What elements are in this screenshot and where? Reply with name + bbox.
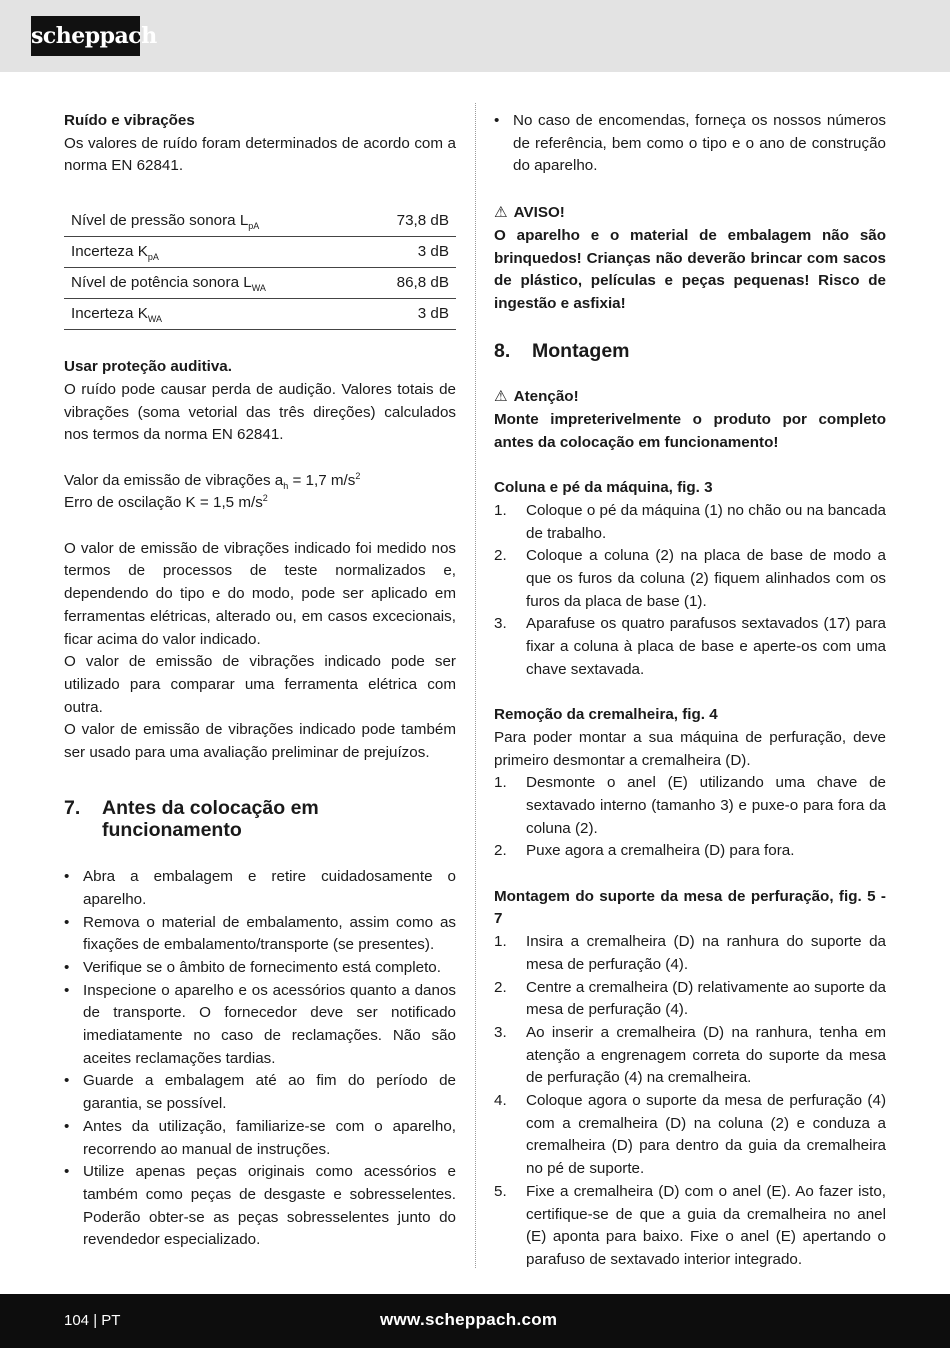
list-item (494, 977, 886, 1022)
section-7-heading (64, 797, 456, 842)
step-number: 4. (494, 1092, 507, 1110)
website-link[interactable]: www.scheppach.com (380, 1310, 558, 1329)
noise-heading: Ruído e vibrações (64, 112, 195, 129)
list-item (494, 500, 886, 545)
step-text: Fixe a cremalheira (D) com o anel (E). Ao fazer isto, certifique-se de que a guia da cremalheira no anel (E) aponta para baixo. Fixe o anel (E) apertando o parafuso de sextavado interior integrado. (526, 1182, 886, 1268)
table-support-steps (494, 931, 886, 1272)
list-item (494, 931, 886, 976)
table-row (64, 206, 456, 237)
table-cell-value: 86,8 dB (361, 268, 456, 299)
section-8-title: Montagem (532, 339, 630, 362)
list-item: • Abra a embalagem e retire cuidadosamente o aparelho. (64, 866, 456, 911)
step-number: 2. (494, 842, 507, 860)
list-item: • Verifique se o âmbito de fornecimento está completo. (64, 957, 456, 980)
warning-heading (494, 202, 886, 225)
step-text: Desmonte o anel (E) utilizando uma chave de sextavado interno (tamanho 3) e puxe-o para fora da coluna (2). (526, 774, 886, 837)
scheppach-logo: scheppach (31, 16, 140, 56)
page-number: 104 | PT (64, 1312, 121, 1329)
attention-heading (494, 386, 886, 409)
column-divider (475, 103, 476, 1268)
step-text: Aparafuse os quatro parafusos sextavados (17) para fixar a coluna à placa de base e aperte-os com uma chave sextavada. (526, 615, 886, 678)
list-item (494, 613, 886, 681)
section-8-heading (494, 340, 886, 363)
step-text: Puxe agora a cremalheira (D) para fora. (526, 842, 795, 860)
rack-removal-heading: Remoção da cremalheira, fig. 4 (494, 706, 718, 724)
table-cell-label: Incerteza $K_{pA}$ (64, 237, 361, 268)
noise-table (64, 206, 456, 330)
column-foot-heading: Coluna e pé da máquina, fig. 3 (494, 479, 713, 497)
vibration-value-line: Valor da emissão de vibrações $a_h = 1,7$ $m/s^2$ (64, 470, 361, 491)
table-cell-label: Nível de potência sonora $L_{WA}$ (64, 268, 361, 299)
attention-label: Atenção! (513, 388, 579, 406)
vibration-paragraph-1: O valor de emissão de vibrações indicado foi medido nos termos de processos de teste normalizados e, dependendo do tipo e do modo, pode ser aplicado em ferramentas elétricas, alterado ou, em casos excecionais, ficar acima do valor indicado. (64, 539, 456, 648)
protection-heading: Usar proteção auditiva. (64, 358, 232, 376)
rack-removal-intro: Para poder montar a sua máquina de perfuração, deve primeiro desmontar a cremalheira (D). (494, 728, 886, 769)
list-item: • Antes da utilização, familiarize-se com o aparelho, recorrendo ao manual de instruções. (64, 1116, 456, 1161)
step-text: Centre a cremalheira (D) relativamente ao suporte da mesa de perfuração (4). (526, 978, 886, 1019)
section-8-number: 8. (494, 339, 511, 362)
table-row (64, 268, 456, 299)
list-item: • Utilize apenas peças originais como acessórios e também como peças de desgaste e sobresselentes. Poderão obter-se as peças sobresselentes junto do revendedor especializado. (64, 1161, 456, 1252)
list-item (494, 1090, 886, 1181)
step-text: Ao inserir a cremalheira (D) na ranhura, tenha em atenção a engrenagem correta do suporte da mesa de perfuração (4) na cremalheira. (526, 1023, 886, 1087)
section-7-number: 7. (64, 796, 81, 819)
column-foot-steps (494, 500, 886, 682)
table-row (64, 237, 456, 268)
step-number: 1. (494, 501, 507, 519)
protection-text: O ruído pode causar perda de audição. Valores totais de vibrações (soma vetorial das três direções) calculados nos termos da norma EN 62841. (64, 380, 456, 444)
attention-text: Monte impreterivelmente o produto por completo antes da colocação em funcionamento! (494, 411, 886, 451)
rack-removal-steps (494, 772, 886, 863)
left-column (64, 110, 456, 1252)
table-cell-value: 3 dB (361, 237, 456, 268)
step-number: 2. (494, 978, 507, 996)
list-item (494, 840, 886, 863)
warning-icon: ⚠ (494, 204, 508, 222)
table-cell-label: Incerteza $K_{WA}$ (64, 299, 361, 330)
noise-intro: Os valores de ruído foram determinados de acordo com a norma EN 62841. (64, 134, 456, 175)
oscillation-error-line: Erro de oscilação K = 1,5 $m/s^2$ (64, 493, 268, 512)
step-number: 1. (494, 933, 507, 951)
table-row (64, 299, 456, 330)
step-number: 1. (494, 774, 507, 792)
table-cell-label: Nível de pressão sonora $L_{pA}$ (64, 206, 361, 237)
footer-bar (0, 1294, 950, 1348)
list-item: • Inspecione o aparelho e os acessórios quanto a danos de transporte. O fornecedor deve ser notificado imediatamente no caso de reclamações. Não são aceites reclamações tardias. (64, 980, 456, 1071)
step-number: 5. (494, 1182, 507, 1200)
table-cell-value: 73,8 dB (361, 206, 456, 237)
order-bullet-list (494, 110, 886, 178)
table-cell-value: 3 dB (361, 299, 456, 330)
step-text: Coloque o pé da máquina (1) no chão ou na bancada de trabalho. (526, 501, 886, 542)
step-number: 3. (494, 615, 507, 633)
step-text: Coloque agora o suporte da mesa de perfuração (4) com a cremalheira (D) na coluna (2) e conduza a cremalheira (D) para dentro da guia da cremalheira no pé de suporte. (526, 1092, 886, 1178)
warning-label: AVISO! (513, 204, 565, 222)
list-item (494, 772, 886, 840)
list-item (494, 1181, 886, 1272)
vibration-paragraph-2: O valor de emissão de vibrações indicado pode ser utilizado para comparar uma ferramenta elétrica com outra. (64, 653, 456, 716)
list-item: • Remova o material de embalamento, assim como as fixações de embalamento/transporte (se presentes). (64, 912, 456, 957)
header-bar (0, 0, 950, 72)
section-7-title: Antes da colocação em funcionamento (102, 796, 319, 842)
vibration-paragraph-3: O valor de emissão de vibrações indicado pode também ser usado para uma avaliação preliminar de prejuízos. (64, 721, 456, 762)
table-support-heading: Montagem do suporte da mesa de perfuração, fig. 5 - 7 (494, 887, 886, 928)
step-number: 3. (494, 1023, 507, 1041)
step-text: Insira a cremalheira (D) na ranhura do suporte da mesa de perfuração (4). (526, 933, 886, 973)
warning-text: O aparelho e o material de embalagem não são brinquedos! Crianças não deverão brincar com sacos de plástico, películas e peças pequenas! Risco de ingestão e asfixia! (494, 226, 886, 312)
warning-icon: ⚠ (494, 388, 508, 406)
list-item (494, 545, 886, 613)
list-item: • Guarde a embalagem até ao fim do período de garantia, se possível. (64, 1070, 456, 1115)
right-column (494, 110, 886, 1272)
setup-bullet-list (64, 866, 456, 1252)
step-number: 2. (494, 547, 507, 565)
list-item: • No caso de encomendas, forneça os nossos números de referência, bem como o tipo e o ano de construção do aparelho. (494, 110, 886, 178)
list-item (494, 1022, 886, 1090)
step-text: Coloque a coluna (2) na placa de base de modo a que os furos da coluna (2) fiquem alinhados com os furos da placa de base (1). (526, 547, 886, 610)
